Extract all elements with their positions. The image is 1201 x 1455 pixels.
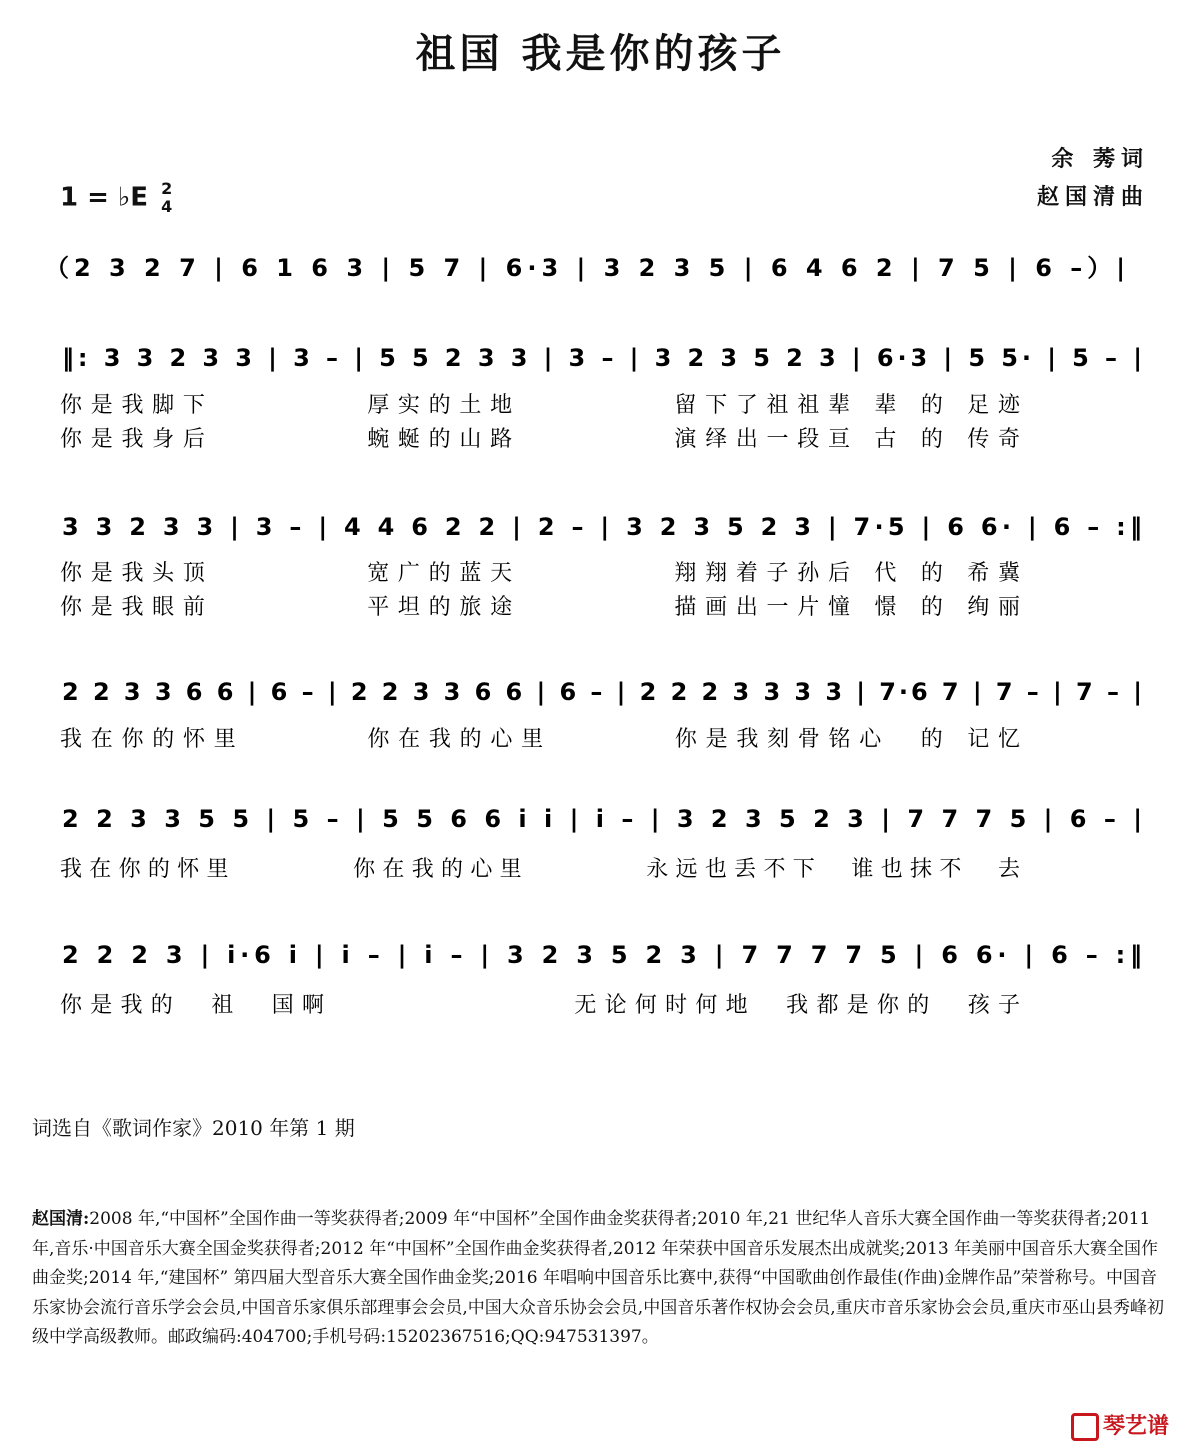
song-title: 祖国 我是你的孩子 [415, 30, 786, 77]
lyric-row-3-verse-1: 你是我头顶 宽广的蓝天 翔翔着子孙后 代 的 希冀 [60, 561, 1020, 586]
lyric-row-2-verse-2: 你是我身后 蜿蜒的山路 演绎出一段亘 古 的 传奇 [60, 427, 1020, 452]
lyric-row-2-verse-1: 你是我脚下 厚实的土地 留下了祖祖辈 辈 的 足迹 [60, 393, 1020, 418]
composer-credit: 赵国清曲 [1036, 185, 1149, 210]
time-numerator: 2 [161, 179, 173, 198]
composer-biography [32, 1205, 1172, 1353]
score-row-2: ‖: 3 3 2 3 3 | 3 – | 5 5 2 3 3 | 3 – | 3 2 3 5 2 3 | 6·3 | 5 5· | 5 – | [62, 344, 1142, 372]
key-label: 1 = ♭E [60, 182, 149, 213]
score-row-4: 2 2 3 3 6 6 | 6 – | 2 2 3 3 6 6 | 6 – | 2 2 2 3 3 3 3 | 7·6 7 | 7 – | 7 – | [62, 678, 1142, 706]
logo-text: 琴艺谱 [1102, 1414, 1169, 1439]
time-denominator: 4 [161, 197, 173, 216]
lyric-row-5-verse-1: 我在你的怀里 你在我的心里 永远也丢不下 谁也抹不 去 [60, 857, 1020, 882]
lyric-row-4-verse-1: 我在你的怀里 你在我的心里 你是我刻骨铭心 的 记忆 [60, 727, 1021, 752]
logo-icon [1071, 1413, 1099, 1441]
score-row-3: 3 3 2 3 3 | 3 – | 4 4 6 2 2 | 2 – | 3 2 3 5 2 3 | 7·5 | 6 6· | 6 – :‖ [62, 513, 1142, 541]
lyrics-source-note: 词选自《歌词作家》2010 年第 1 期 [32, 1116, 355, 1140]
score-row-1: （2 3 2 7 | 6 1 6 3 | 5 7 | 6·3 | 3 2 3 5 | 6 4 6 2 | 7 5 | 6 –）| [45, 254, 1125, 282]
bio-text: 2008 年,“中国杯”全国作曲一等奖获得者;2009 年“中国杯”全国作曲金奖获得者;2010 年,21 世纪华人音乐大赛全国作曲一等奖获得者;2011 年,音乐·中国音乐大赛全国金奖获得者;2012 年“中国杯”全国作曲金奖获得者,2012 年荣获中国音乐发展杰出成就奖;2013 年美丽中国音乐大赛全国作曲金奖;2014 年,“建国杯” 第四届大型音乐大赛全国作曲金奖;2016 年唱响中国音乐比赛中,获得“中国歌曲创作最佳(作曲)金牌作品”荣誉称号。中国音乐家协会流行音乐学会会员,中国音乐家俱乐部理事会会员,中国大众音乐协会会员,中国音乐著作权协会会员,重庆市音乐家协会会员,重庆市巫山县秀峰初级中学高级教师。邮政编码:404700;手机号码:15202367516;QQ:947531397。 [32, 1209, 1165, 1347]
score-row-6: 2 2 2 3 | i·6 i | i – | i – | 3 2 3 5 2 3 | 7 7 7 7 5 | 6 6· | 6 – :‖ [62, 941, 1142, 969]
bio-name: 赵国清: [32, 1209, 90, 1229]
lyric-row-3-verse-2: 你是我眼前 平坦的旅途 描画出一片憧 憬 的 绚丽 [60, 595, 1020, 620]
lyricist-credit: 余 莠词 [1051, 147, 1149, 172]
lyric-row-6-verse-1: 你是我的 祖 国啊 无论何时何地 我都是你的 孩子 [60, 993, 1021, 1018]
score-row-5: 2 2 3 3 5 5 | 5 – | 5 5 6 6 i i | i – | 3 2 3 5 2 3 | 7 7 7 5 | 6 – | [62, 805, 1142, 833]
site-logo [1071, 1409, 1169, 1441]
